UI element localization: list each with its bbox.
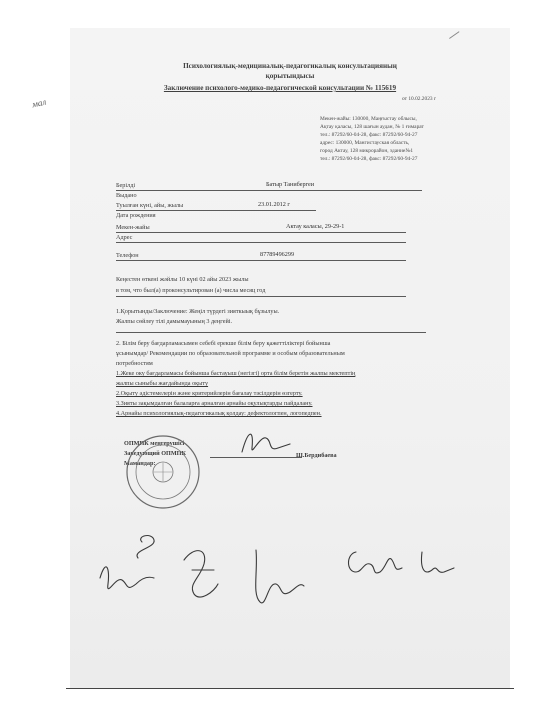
issued-label: Берілді [116, 182, 136, 189]
birth-value: 23.01.2012 г [258, 201, 290, 208]
address-line: тел.: 87292/60-04-28, факс: 87292/60-94-27 [320, 156, 418, 162]
address-line: тел.: 87292/60-04-28, факс: 87292/60-94-27 [320, 132, 418, 138]
consult-line-kz: Кеңестен өткені жәйлы 10 күні 02 айы 2023 жылы [116, 276, 249, 283]
specialist-signature-4 [342, 542, 406, 586]
field-underline [116, 210, 316, 211]
specialist-signature-1 [92, 528, 172, 608]
signoff-org-3: Мамандар: [124, 460, 156, 467]
address-line: город Актау, 128 микрорайон, здание№1 [320, 148, 414, 154]
address-line: Мекен-жайы: 130000, Маңғыстау облысы, [320, 116, 417, 122]
address-label-ru: Адрес [116, 234, 133, 241]
address-line: Ақтау қаласы, 128 шағын аудан, № 1 ғимарат [320, 124, 424, 130]
field-underline [116, 232, 406, 233]
field-underline [116, 296, 406, 297]
consult-line-ru: в том, что был(а) проконсультирован (а) числа месяц год [116, 287, 266, 294]
recommendation-line: 4.Арнайы психологиялық-педагогикалық қолдау: дефектологпен, логопедпен. [116, 410, 322, 417]
recommendation-line: жалпы сыныбы жағдайында оқыту [116, 380, 209, 387]
phone-value: 87789496299 [260, 251, 295, 258]
conclusion-line-1: 1.Қорытынды/Заключение: Жеңіл түрдегі зияткыық бұзылуы. [116, 308, 280, 315]
recommendation-line: 3.Зияты зақымдалған балаларға арналған арнайы оқулықтарды пайдалану. [116, 400, 313, 407]
recommendation-line: 2.Оқыту әдістемелерін және критерийлерін бағалау тәсілдерін өзгерту. [116, 390, 303, 397]
specialist-signature-3 [244, 542, 308, 612]
signoff-org-1: ОПМПК меңгерушісі [124, 440, 185, 447]
title-ru: Заключение психолого-медико-педагогической консультации № 115619 [163, 84, 397, 92]
specialist-signature-5 [416, 544, 456, 584]
official-stamp [124, 432, 202, 510]
document-date: от 10.02.2023 г [402, 96, 437, 102]
field-underline [116, 242, 406, 243]
recommendation-line: 1.Жеке оку бағдарламасы бойынша бастауыш (негізгі) орта білім беретін жалпы мектептің [116, 370, 356, 377]
issued-value: Батыр Танибергеи [266, 181, 315, 188]
address-label: Мекен-жайы [116, 224, 150, 231]
address-line: адрес: 130000, Мангистауская область, [320, 140, 410, 146]
bottom-border-line [66, 688, 514, 689]
birth-label-ru: Дата рождения [116, 212, 156, 219]
issued-label-ru: Выдано [116, 192, 137, 199]
recommendation-line: ұсынымдар/ Рекомендации по образовательной программе и особым образовательным [116, 350, 345, 357]
birth-label: Туылған күні, айы, жылы [116, 202, 184, 209]
document-sheet [70, 28, 510, 688]
margin-note: мал [31, 96, 48, 110]
conclusion-line-2: Жалпы сөйлеу тілі дамымауының 3 деңгейі. [116, 318, 233, 325]
signoff-name: Ш.Бердибаева [296, 452, 337, 459]
field-underline [116, 260, 406, 261]
signoff-org-2: Заведующий ОПМПК [124, 450, 186, 457]
recommendation-line: потребностям [116, 360, 153, 367]
field-underline [116, 190, 422, 191]
specialist-signature-2 [174, 540, 234, 610]
title-kz-line-2: қорытындысы [265, 72, 315, 80]
section-divider [116, 332, 426, 333]
address-value: Актау каласы, 29-29-1 [286, 223, 345, 230]
title-kz-line-1: Психологиялық-медициналық-педагогикалық консультацияның [183, 62, 397, 70]
phone-label: Телефон [116, 252, 139, 259]
recommendation-line: 2. Білім беру бағдарламасымен себебі ерекше білім беру қажеттіліктері бойынша [116, 340, 331, 347]
head-signature [238, 426, 298, 462]
